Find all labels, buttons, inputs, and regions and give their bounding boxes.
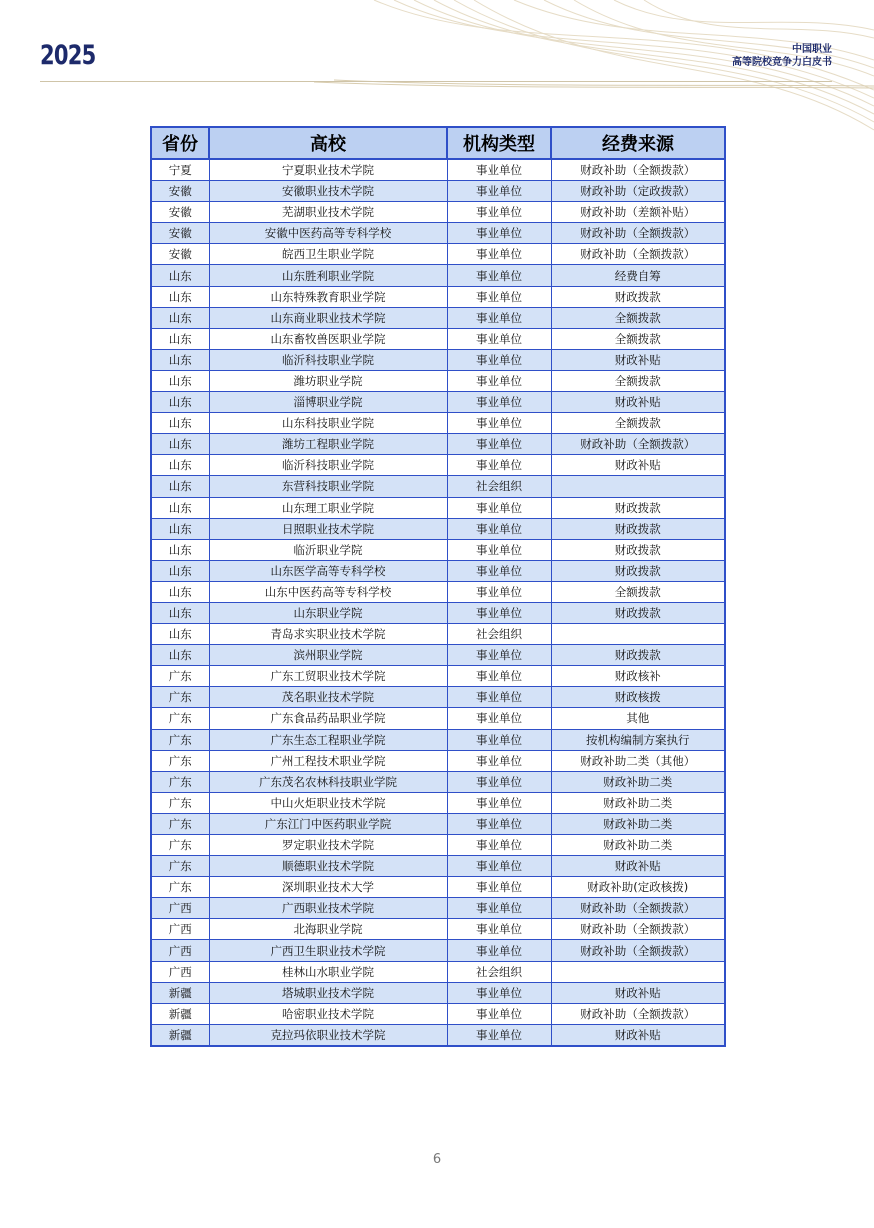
cell-institution-type: 事业单位 xyxy=(447,202,551,223)
cell-province: 广西 xyxy=(151,961,209,982)
header-funding-source: 经费来源 xyxy=(551,127,725,159)
cell-university: 淄博职业学院 xyxy=(209,392,447,413)
cell-funding-source: 财政补助二类（其他） xyxy=(551,750,725,771)
cell-university: 宁夏职业技术学院 xyxy=(209,159,447,181)
cell-institution-type: 事业单位 xyxy=(447,729,551,750)
cell-province: 广东 xyxy=(151,708,209,729)
cell-university: 广东食品药品职业学院 xyxy=(209,708,447,729)
table-row xyxy=(151,159,725,181)
cell-university: 中山火炬职业技术学院 xyxy=(209,792,447,813)
cell-province: 新疆 xyxy=(151,1024,209,1046)
cell-funding-source: 财政补贴 xyxy=(551,455,725,476)
cell-province: 新疆 xyxy=(151,1003,209,1024)
table-row xyxy=(151,223,725,244)
cell-university: 东营科技职业学院 xyxy=(209,476,447,497)
cell-province: 山东 xyxy=(151,413,209,434)
cell-funding-source: 全额拨款 xyxy=(551,370,725,391)
cell-university: 广西职业技术学院 xyxy=(209,898,447,919)
cell-university: 克拉玛依职业技术学院 xyxy=(209,1024,447,1046)
cell-university: 临沂科技职业学院 xyxy=(209,349,447,370)
cell-institution-type: 事业单位 xyxy=(447,645,551,666)
cell-province: 广东 xyxy=(151,856,209,877)
cell-funding-source: 财政补助（定政拨款） xyxy=(551,181,725,202)
cell-institution-type: 事业单位 xyxy=(447,560,551,581)
cell-funding-source: 财政核拨 xyxy=(551,687,725,708)
table-row xyxy=(151,539,725,560)
cell-funding-source: 经费自筹 xyxy=(551,265,725,286)
cell-institution-type: 事业单位 xyxy=(447,497,551,518)
cell-institution-type: 事业单位 xyxy=(447,666,551,687)
cell-funding-source: 财政补助二类 xyxy=(551,792,725,813)
table-row xyxy=(151,307,725,328)
cell-funding-source: 财政补助（全额拨款） xyxy=(551,919,725,940)
cell-province: 山东 xyxy=(151,624,209,645)
cell-province: 广东 xyxy=(151,835,209,856)
report-year: 2025 xyxy=(40,40,96,71)
table-row xyxy=(151,518,725,539)
cell-institution-type: 事业单位 xyxy=(447,877,551,898)
cell-university: 塔城职业技术学院 xyxy=(209,982,447,1003)
cell-university: 山东特殊教育职业学院 xyxy=(209,286,447,307)
cell-institution-type: 事业单位 xyxy=(447,518,551,539)
table-header-row xyxy=(151,127,725,159)
cell-university: 山东畜牧兽医职业学院 xyxy=(209,328,447,349)
cell-institution-type: 事业单位 xyxy=(447,181,551,202)
cell-university: 广东江门中医药职业学院 xyxy=(209,813,447,834)
cell-institution-type: 事业单位 xyxy=(447,792,551,813)
cell-funding-source: 财政拨款 xyxy=(551,645,725,666)
cell-funding-source: 财政补助二类 xyxy=(551,835,725,856)
cell-province: 广东 xyxy=(151,792,209,813)
cell-funding-source: 财政拨款 xyxy=(551,497,725,518)
cell-funding-source: 财政补助（全额拨款） xyxy=(551,940,725,961)
cell-province: 山东 xyxy=(151,328,209,349)
table-row xyxy=(151,877,725,898)
cell-institution-type: 事业单位 xyxy=(447,856,551,877)
cell-university: 潍坊工程职业学院 xyxy=(209,434,447,455)
cell-funding-source: 全额拨款 xyxy=(551,307,725,328)
cell-university: 顺德职业技术学院 xyxy=(209,856,447,877)
table-row xyxy=(151,181,725,202)
table-row xyxy=(151,286,725,307)
brand-line-1: 中国职业 xyxy=(792,44,832,55)
cell-institution-type: 事业单位 xyxy=(447,539,551,560)
table-row xyxy=(151,497,725,518)
cell-university: 潍坊职业学院 xyxy=(209,370,447,391)
cell-institution-type: 事业单位 xyxy=(447,265,551,286)
header-province: 省份 xyxy=(151,127,209,159)
table-row xyxy=(151,434,725,455)
cell-province: 广东 xyxy=(151,877,209,898)
table-row xyxy=(151,560,725,581)
table-row xyxy=(151,265,725,286)
table-row xyxy=(151,413,725,434)
table-row xyxy=(151,1024,725,1046)
cell-university: 临沂科技职业学院 xyxy=(209,455,447,476)
table-row xyxy=(151,919,725,940)
header-divider xyxy=(40,81,832,82)
cell-institution-type: 事业单位 xyxy=(447,244,551,265)
table-row xyxy=(151,370,725,391)
cell-funding-source: 财政补助（全额拨款） xyxy=(551,159,725,181)
table-body xyxy=(151,159,725,1046)
table-row xyxy=(151,244,725,265)
cell-university: 山东商业职业技术学院 xyxy=(209,307,447,328)
cell-funding-source: 财政补贴 xyxy=(551,982,725,1003)
table-row xyxy=(151,940,725,961)
cell-funding-source: 财政补贴 xyxy=(551,856,725,877)
cell-province: 安徽 xyxy=(151,244,209,265)
cell-university: 广东生态工程职业学院 xyxy=(209,729,447,750)
cell-province: 新疆 xyxy=(151,982,209,1003)
cell-university: 山东理工职业学院 xyxy=(209,497,447,518)
header-university: 高校 xyxy=(209,127,447,159)
cell-funding-source: 财政补助（全额拨款） xyxy=(551,244,725,265)
cell-university: 安徽中医药高等专科学校 xyxy=(209,223,447,244)
cell-institution-type: 事业单位 xyxy=(447,1003,551,1024)
cell-institution-type: 事业单位 xyxy=(447,349,551,370)
table-row xyxy=(151,476,725,497)
cell-institution-type: 事业单位 xyxy=(447,581,551,602)
cell-funding-source: 财政补助二类 xyxy=(551,813,725,834)
table-row xyxy=(151,687,725,708)
cell-province: 山东 xyxy=(151,434,209,455)
cell-province: 宁夏 xyxy=(151,159,209,181)
cell-funding-source: 财政补助二类 xyxy=(551,771,725,792)
cell-university: 茂名职业技术学院 xyxy=(209,687,447,708)
cell-university: 罗定职业技术学院 xyxy=(209,835,447,856)
cell-province: 山东 xyxy=(151,307,209,328)
cell-university: 山东医学高等专科学校 xyxy=(209,560,447,581)
cell-institution-type: 事业单位 xyxy=(447,286,551,307)
cell-institution-type: 社会组织 xyxy=(447,476,551,497)
cell-funding-source: 财政拨款 xyxy=(551,518,725,539)
cell-university: 哈密职业技术学院 xyxy=(209,1003,447,1024)
table-row xyxy=(151,729,725,750)
cell-university: 日照职业技术学院 xyxy=(209,518,447,539)
cell-university: 广州工程技术职业学院 xyxy=(209,750,447,771)
cell-university: 广西卫生职业技术学院 xyxy=(209,940,447,961)
report-brand xyxy=(732,43,832,69)
cell-institution-type: 事业单位 xyxy=(447,159,551,181)
cell-funding-source: 财政补助（全额拨款） xyxy=(551,1003,725,1024)
cell-funding-source: 财政拨款 xyxy=(551,602,725,623)
cell-funding-source: 其他 xyxy=(551,708,725,729)
cell-institution-type: 事业单位 xyxy=(447,1024,551,1046)
cell-university: 芜湖职业技术学院 xyxy=(209,202,447,223)
table-row xyxy=(151,961,725,982)
table-row xyxy=(151,392,725,413)
cell-funding-source: 财政补助（差额补贴） xyxy=(551,202,725,223)
table-row xyxy=(151,455,725,476)
cell-province: 山东 xyxy=(151,560,209,581)
table-row xyxy=(151,645,725,666)
cell-university: 滨州职业学院 xyxy=(209,645,447,666)
cell-university: 皖西卫生职业学院 xyxy=(209,244,447,265)
cell-university: 临沂职业学院 xyxy=(209,539,447,560)
cell-funding-source: 全额拨款 xyxy=(551,328,725,349)
cell-funding-source: 全额拨款 xyxy=(551,413,725,434)
table-row xyxy=(151,349,725,370)
cell-institution-type: 事业单位 xyxy=(447,771,551,792)
table-row xyxy=(151,624,725,645)
brand-line-2: 高等院校竞争力白皮书 xyxy=(732,57,832,68)
cell-province: 山东 xyxy=(151,286,209,307)
cell-institution-type: 事业单位 xyxy=(447,813,551,834)
cell-institution-type: 事业单位 xyxy=(447,392,551,413)
cell-province: 山东 xyxy=(151,392,209,413)
table-row xyxy=(151,666,725,687)
table-row xyxy=(151,898,725,919)
cell-institution-type: 事业单位 xyxy=(447,750,551,771)
table-row xyxy=(151,771,725,792)
table-row xyxy=(151,835,725,856)
cell-province: 山东 xyxy=(151,349,209,370)
cell-province: 安徽 xyxy=(151,223,209,244)
cell-university: 青岛求实职业技术学院 xyxy=(209,624,447,645)
cell-province: 安徽 xyxy=(151,181,209,202)
cell-province: 广西 xyxy=(151,898,209,919)
cell-province: 山东 xyxy=(151,581,209,602)
cell-institution-type: 事业单位 xyxy=(447,455,551,476)
cell-university: 北海职业学院 xyxy=(209,919,447,940)
table-row xyxy=(151,602,725,623)
cell-institution-type: 事业单位 xyxy=(447,898,551,919)
cell-funding-source xyxy=(551,476,725,497)
cell-university: 桂林山水职业学院 xyxy=(209,961,447,982)
cell-funding-source: 按机构编制方案执行 xyxy=(551,729,725,750)
table-row xyxy=(151,750,725,771)
header-wave-decoration xyxy=(314,0,874,140)
cell-province: 广西 xyxy=(151,919,209,940)
cell-funding-source: 全额拨款 xyxy=(551,581,725,602)
cell-funding-source: 财政核补 xyxy=(551,666,725,687)
cell-university: 山东科技职业学院 xyxy=(209,413,447,434)
cell-university: 安徽职业技术学院 xyxy=(209,181,447,202)
page-number: 6 xyxy=(432,1152,442,1167)
cell-province: 广东 xyxy=(151,813,209,834)
cell-funding-source: 财政拨款 xyxy=(551,560,725,581)
table-row xyxy=(151,202,725,223)
cell-institution-type: 事业单位 xyxy=(447,307,551,328)
cell-institution-type: 事业单位 xyxy=(447,687,551,708)
cell-institution-type: 事业单位 xyxy=(447,982,551,1003)
cell-province: 广东 xyxy=(151,666,209,687)
cell-province: 山东 xyxy=(151,497,209,518)
cell-province: 山东 xyxy=(151,645,209,666)
cell-institution-type: 事业单位 xyxy=(447,940,551,961)
cell-institution-type: 事业单位 xyxy=(447,708,551,729)
cell-university: 山东中医药高等专科学校 xyxy=(209,581,447,602)
cell-institution-type: 事业单位 xyxy=(447,223,551,244)
cell-province: 安徽 xyxy=(151,202,209,223)
cell-province: 广西 xyxy=(151,940,209,961)
university-funding-table xyxy=(150,126,726,1047)
cell-university: 山东职业学院 xyxy=(209,602,447,623)
cell-funding-source: 财政补贴 xyxy=(551,349,725,370)
cell-funding-source: 财政补贴 xyxy=(551,1024,725,1046)
cell-institution-type: 事业单位 xyxy=(447,919,551,940)
cell-funding-source: 财政补贴 xyxy=(551,392,725,413)
table-row xyxy=(151,1003,725,1024)
cell-institution-type: 事业单位 xyxy=(447,835,551,856)
cell-province: 广东 xyxy=(151,771,209,792)
cell-funding-source: 财政补助（全额拨款） xyxy=(551,434,725,455)
cell-university: 山东胜利职业学院 xyxy=(209,265,447,286)
table-row xyxy=(151,708,725,729)
cell-province: 山东 xyxy=(151,455,209,476)
cell-province: 广东 xyxy=(151,729,209,750)
cell-funding-source: 财政拨款 xyxy=(551,286,725,307)
cell-university: 深圳职业技术大学 xyxy=(209,877,447,898)
cell-funding-source: 财政补助(定政核拨) xyxy=(551,877,725,898)
cell-province: 广东 xyxy=(151,750,209,771)
cell-institution-type: 事业单位 xyxy=(447,370,551,391)
cell-institution-type: 事业单位 xyxy=(447,602,551,623)
cell-province: 山东 xyxy=(151,518,209,539)
cell-institution-type: 事业单位 xyxy=(447,413,551,434)
cell-institution-type: 社会组织 xyxy=(447,624,551,645)
cell-province: 山东 xyxy=(151,539,209,560)
table-row xyxy=(151,982,725,1003)
cell-funding-source: 财政拨款 xyxy=(551,539,725,560)
cell-funding-source: 财政补助（全额拨款） xyxy=(551,223,725,244)
cell-province: 山东 xyxy=(151,602,209,623)
cell-institution-type: 事业单位 xyxy=(447,434,551,455)
table-row xyxy=(151,581,725,602)
table-row xyxy=(151,328,725,349)
cell-university: 广东工贸职业技术学院 xyxy=(209,666,447,687)
table-row xyxy=(151,792,725,813)
header-institution-type: 机构类型 xyxy=(447,127,551,159)
table-row xyxy=(151,813,725,834)
cell-province: 山东 xyxy=(151,370,209,391)
cell-institution-type: 事业单位 xyxy=(447,328,551,349)
cell-funding-source xyxy=(551,961,725,982)
cell-university: 广东茂名农林科技职业学院 xyxy=(209,771,447,792)
cell-institution-type: 社会组织 xyxy=(447,961,551,982)
cell-province: 山东 xyxy=(151,476,209,497)
cell-funding-source xyxy=(551,624,725,645)
cell-funding-source: 财政补助（全额拨款） xyxy=(551,898,725,919)
cell-province: 广东 xyxy=(151,687,209,708)
cell-province: 山东 xyxy=(151,265,209,286)
table-row xyxy=(151,856,725,877)
